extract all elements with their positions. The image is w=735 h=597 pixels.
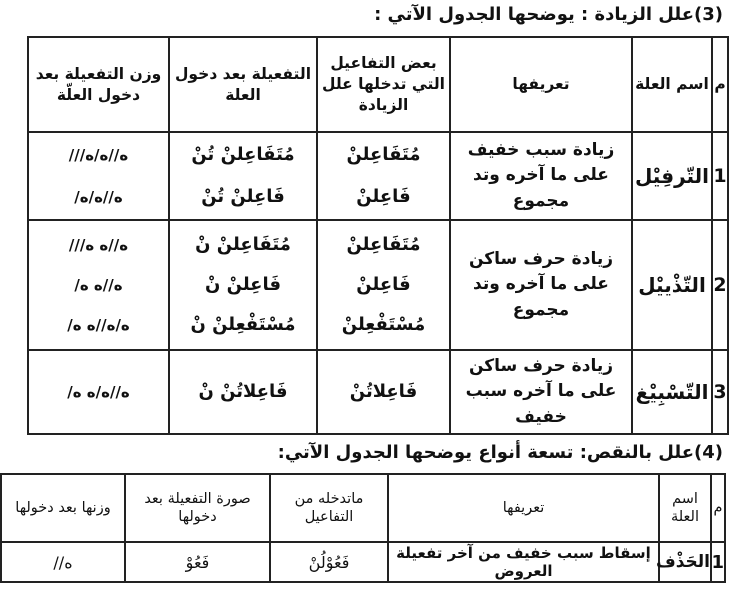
taf-item: فَاعِلاتُنْ bbox=[349, 381, 418, 402]
tafaeel-cell: فَعُوْلُنْ bbox=[270, 542, 388, 582]
header-weight: وزنها بعد دخولها bbox=[1, 474, 125, 542]
after-cell: فَعُوْ bbox=[125, 542, 270, 582]
deletion-defects-table bbox=[0, 473, 726, 583]
header-name: اسم العلة bbox=[632, 37, 712, 132]
defect-definition: زيادة حرف ساكن على ما آخره سبب خفيف bbox=[450, 350, 632, 434]
defect-name: التّرفِيْل bbox=[632, 132, 712, 220]
table-row bbox=[28, 350, 728, 434]
after-item: مُتَفَاعِلنْ نْ bbox=[195, 234, 291, 255]
table-header-row bbox=[28, 37, 728, 132]
defect-name: التّذْييْل bbox=[632, 220, 712, 350]
header-m: م bbox=[712, 37, 728, 132]
tafaeel-cell bbox=[317, 220, 450, 350]
after-cell bbox=[169, 132, 317, 220]
weight-item: /ه//ه/ه bbox=[74, 188, 123, 206]
after-cell bbox=[169, 220, 317, 350]
row-number: 1 bbox=[712, 132, 728, 220]
after-item: مُسْتَفْعِلنْ نْ bbox=[190, 314, 296, 335]
defect-definition: إسقاط سبب خفيف من آخر تفعيلة العروض bbox=[388, 542, 659, 582]
taf-item: فَاعِلنْ bbox=[356, 186, 411, 207]
defect-definition: زيادة حرف ساكن على ما آخره وتد مجموع bbox=[450, 220, 632, 350]
header-m: م bbox=[711, 474, 725, 542]
taf-item: مُتَفَاعِلنْ bbox=[346, 234, 421, 255]
row-number: 3 bbox=[712, 350, 728, 434]
defect-name: الحَذْف bbox=[659, 542, 711, 582]
header-tafaeel: بعض التفاعيل التي تدخلها علل الزيادة bbox=[317, 37, 450, 132]
after-item: مُتَفَاعِلنْ تُنْ bbox=[191, 144, 295, 165]
header-after: التفعيلة بعد دخول العلة bbox=[169, 37, 317, 132]
row-number: 2 bbox=[712, 220, 728, 350]
after-item: فَاعِلاتُنْ نْ bbox=[198, 381, 288, 402]
table-row bbox=[1, 542, 725, 582]
after-cell bbox=[169, 350, 317, 434]
taf-item: فَاعِلنْ bbox=[356, 274, 411, 295]
header-name: اسم العلة bbox=[659, 474, 711, 542]
section-4-heading: (4)علل بالنقص: تسعة أنواع يوضحها الجدول الآتي: bbox=[277, 442, 723, 463]
weight-cell bbox=[28, 132, 169, 220]
table-row bbox=[28, 220, 728, 350]
header-tafaeel: ماتدخله من التفاعيل bbox=[270, 474, 388, 542]
weight-cell bbox=[28, 350, 169, 434]
header-weight: وزن التفعيلة بعد دخول العلّة bbox=[28, 37, 169, 132]
after-item: فَاعِلنْ تُنْ bbox=[201, 186, 285, 207]
tafaeel-cell bbox=[317, 132, 450, 220]
taf-item: مُسْتَفْعِلنْ bbox=[341, 314, 426, 335]
after-item: فَاعِلنْ نْ bbox=[204, 274, 282, 295]
weight-item: ///ه//ه ه bbox=[68, 236, 129, 254]
section-3-heading: (3)علل الزيادة : يوضحها الجدول الآتي : bbox=[374, 4, 723, 25]
weight-cell bbox=[28, 220, 169, 350]
weight-item: /ه/ه//ه ه bbox=[67, 316, 130, 334]
taf-item: مُتَفَاعِلنْ bbox=[346, 144, 421, 165]
weight-item: /ه//ه/ه ه bbox=[67, 383, 130, 401]
header-after: صورة التفعيلة بعد دخولها bbox=[125, 474, 270, 542]
header-definition: تعريفها bbox=[388, 474, 659, 542]
defect-name: التّسْبِيْغ bbox=[632, 350, 712, 434]
table-row bbox=[28, 132, 728, 220]
defect-definition: زيادة سبب خفيف على ما آخره وتد مجموع bbox=[450, 132, 632, 220]
row-number: 1 bbox=[711, 542, 725, 582]
weight-cell: //ه bbox=[1, 542, 125, 582]
addition-defects-table bbox=[27, 36, 729, 435]
weight-item: /ه//ه ه bbox=[74, 276, 123, 294]
header-definition: تعريفها bbox=[450, 37, 632, 132]
table-header-row bbox=[1, 474, 725, 542]
weight-item: ///ه//ه/ه bbox=[68, 146, 129, 164]
tafaeel-cell bbox=[317, 350, 450, 434]
